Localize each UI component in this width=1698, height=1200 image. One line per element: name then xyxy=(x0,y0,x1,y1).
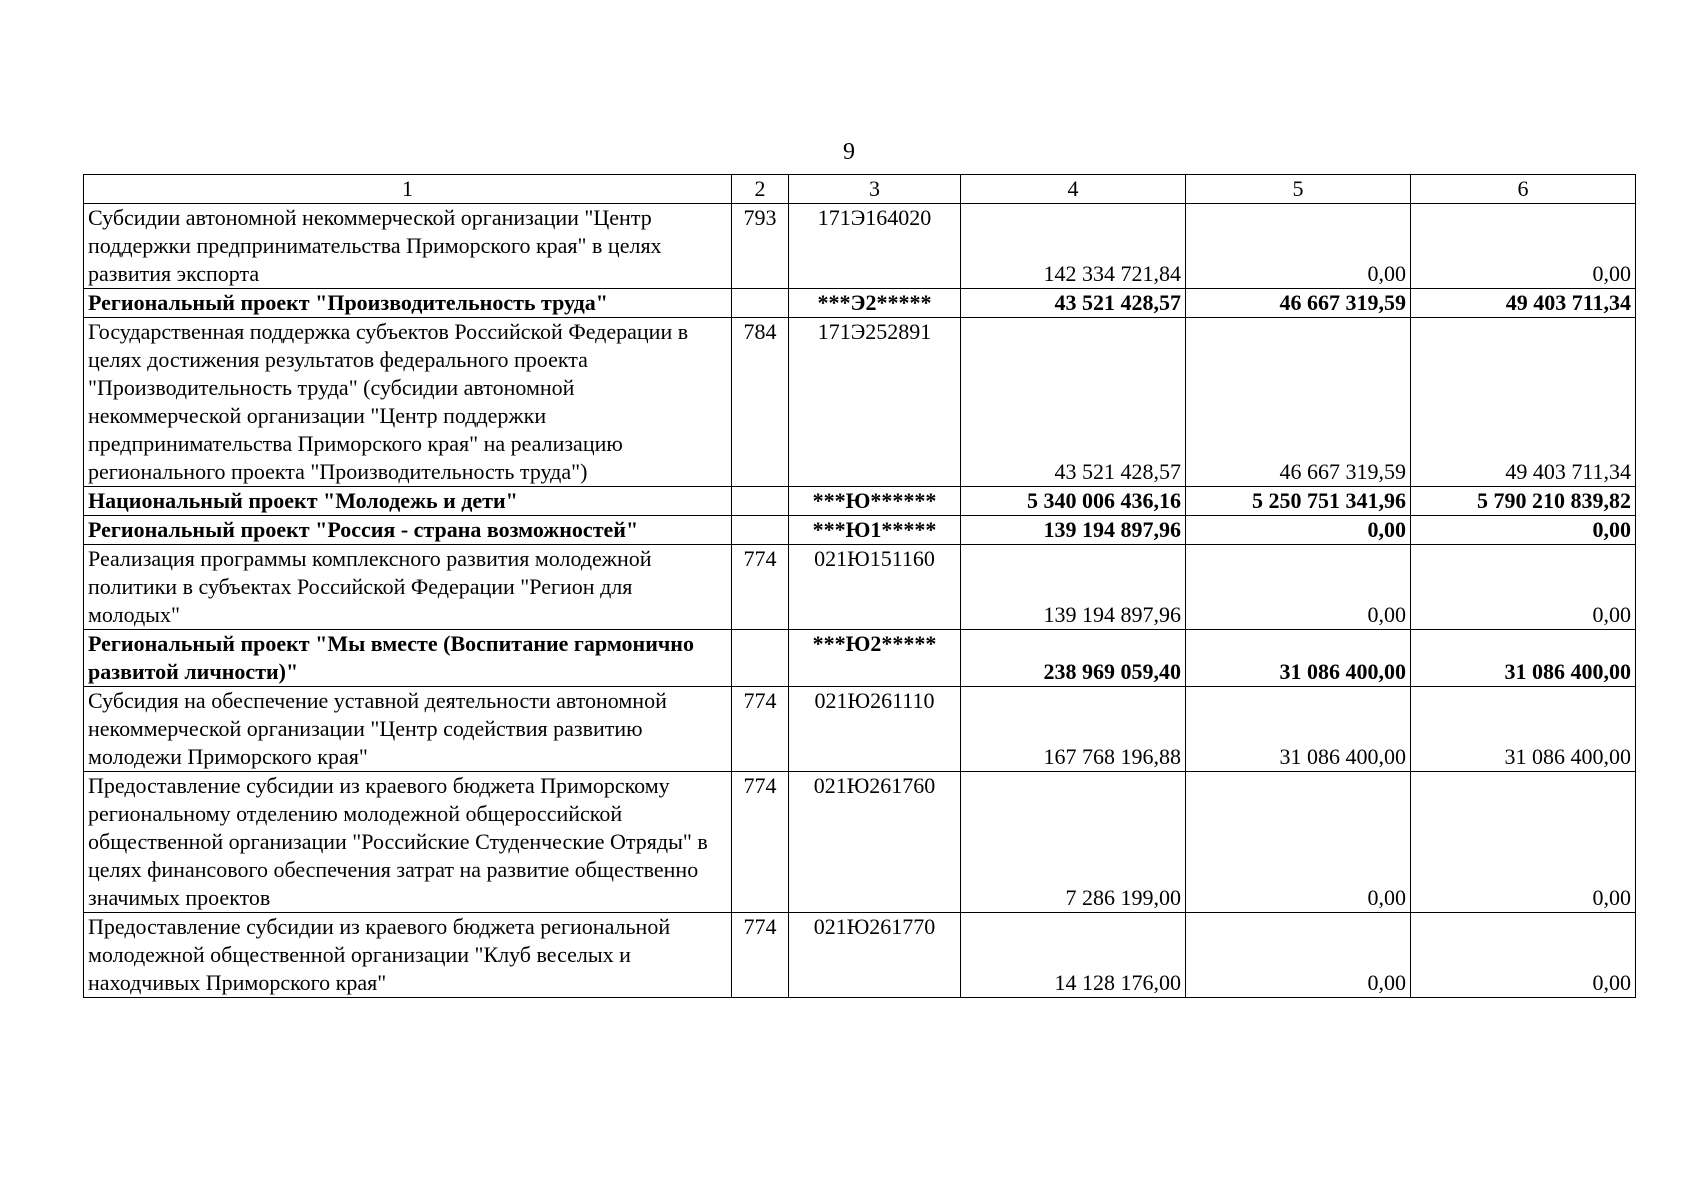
section-row xyxy=(84,630,1636,687)
row-target-code-cell: 021Ю151160 xyxy=(789,545,961,630)
row-admin-code-cell: 774 xyxy=(732,913,789,998)
table-row xyxy=(84,545,1636,630)
row-admin-code-cell xyxy=(732,516,789,545)
row-name-cell: Национальный проект "Молодежь и дети" xyxy=(84,487,732,516)
row-admin-code-cell: 774 xyxy=(732,545,789,630)
column-header-4: 4 xyxy=(961,175,1186,204)
row-value-col6-cell: 0,00 xyxy=(1411,545,1636,630)
row-value-col6-cell: 31 086 400,00 xyxy=(1411,687,1636,772)
row-value-col6-cell: 0,00 xyxy=(1411,772,1636,913)
row-value-col4-cell: 139 194 897,96 xyxy=(961,545,1186,630)
row-value-col4-cell: 238 969 059,40 xyxy=(961,630,1186,687)
column-header-3: 3 xyxy=(789,175,961,204)
page-number: 9 xyxy=(843,139,855,165)
row-value-col5-cell: 0,00 xyxy=(1186,772,1411,913)
row-name-cell: Региональный проект "Производительность труда" xyxy=(84,289,732,318)
table-row xyxy=(84,913,1636,998)
budget-table xyxy=(83,174,1636,998)
table-row xyxy=(84,772,1636,913)
row-admin-code-cell: 774 xyxy=(732,687,789,772)
section-row xyxy=(84,487,1636,516)
row-value-col6-cell: 31 086 400,00 xyxy=(1411,630,1636,687)
row-value-col5-cell: 5 250 751 341,96 xyxy=(1186,487,1411,516)
row-value-col5-cell: 46 667 319,59 xyxy=(1186,289,1411,318)
row-admin-code-cell xyxy=(732,630,789,687)
row-target-code-cell: ***Ю****** xyxy=(789,487,961,516)
row-target-code-cell: ***Ю2***** xyxy=(789,630,961,687)
row-value-col5-cell: 0,00 xyxy=(1186,913,1411,998)
table-row xyxy=(84,204,1636,289)
row-target-code-cell: ***Ю1***** xyxy=(789,516,961,545)
row-name-cell: Предоставление субсидии из краевого бюджета Приморскому региональному отделению молодежной общероссийской общественной организации "Российские Студенческие Отряды" в целях финансового обеспечения затрат на развитие общественно значимых проектов xyxy=(84,772,732,913)
row-value-col5-cell: 0,00 xyxy=(1186,204,1411,289)
row-value-col4-cell: 7 286 199,00 xyxy=(961,772,1186,913)
row-value-col6-cell: 0,00 xyxy=(1411,516,1636,545)
section-row xyxy=(84,289,1636,318)
row-value-col4-cell: 5 340 006 436,16 xyxy=(961,487,1186,516)
header-row xyxy=(84,175,1636,204)
row-value-col6-cell: 0,00 xyxy=(1411,913,1636,998)
row-value-col6-cell: 0,00 xyxy=(1411,204,1636,289)
row-admin-code-cell xyxy=(732,487,789,516)
row-value-col6-cell: 5 790 210 839,82 xyxy=(1411,487,1636,516)
row-value-col6-cell: 49 403 711,34 xyxy=(1411,289,1636,318)
row-name-cell: Предоставление субсидии из краевого бюджета региональной молодежной общественной организации "Клуб веселых и находчивых Приморского края" xyxy=(84,913,732,998)
row-value-col4-cell: 14 128 176,00 xyxy=(961,913,1186,998)
column-header-5: 5 xyxy=(1186,175,1411,204)
row-value-col5-cell: 31 086 400,00 xyxy=(1186,630,1411,687)
row-admin-code-cell: 784 xyxy=(732,318,789,487)
row-value-col6-cell: 49 403 711,34 xyxy=(1411,318,1636,487)
row-target-code-cell: 021Ю261760 xyxy=(789,772,961,913)
row-value-col4-cell: 139 194 897,96 xyxy=(961,516,1186,545)
row-name-cell: Субсидия на обеспечение уставной деятельности автономной некоммерческой организации "Центр содействия развитию молодежи Приморского края" xyxy=(84,687,732,772)
row-name-cell: Реализация программы комплексного развития молодежной политики в субъектах Российской Федерации "Регион для молодых" xyxy=(84,545,732,630)
column-header-6: 6 xyxy=(1411,175,1636,204)
row-value-col5-cell: 0,00 xyxy=(1186,516,1411,545)
row-value-col4-cell: 43 521 428,57 xyxy=(961,289,1186,318)
column-header-1: 1 xyxy=(84,175,732,204)
row-name-cell: Государственная поддержка субъектов Российской Федерации в целях достижения результатов федерального проекта "Производительность труда" (субсидии автономной некоммерческой организации "Центр поддержки предпринимательства Приморского края" на реализацию регионального проекта "Производительность труда") xyxy=(84,318,732,487)
row-target-code-cell: 021Ю261770 xyxy=(789,913,961,998)
row-target-code-cell: 171Э164020 xyxy=(789,204,961,289)
row-name-cell: Субсидии автономной некоммерческой организации "Центр поддержки предпринимательства Приморского края" в целях развития экспорта xyxy=(84,204,732,289)
row-value-col5-cell: 31 086 400,00 xyxy=(1186,687,1411,772)
table-row xyxy=(84,687,1636,772)
row-target-code-cell: 171Э252891 xyxy=(789,318,961,487)
section-row xyxy=(84,516,1636,545)
row-admin-code-cell: 793 xyxy=(732,204,789,289)
row-name-cell: Региональный проект "Россия - страна возможностей" xyxy=(84,516,732,545)
row-admin-code-cell: 774 xyxy=(732,772,789,913)
row-value-col4-cell: 43 521 428,57 xyxy=(961,318,1186,487)
column-header-2: 2 xyxy=(732,175,789,204)
row-admin-code-cell xyxy=(732,289,789,318)
row-target-code-cell: 021Ю261110 xyxy=(789,687,961,772)
row-value-col4-cell: 142 334 721,84 xyxy=(961,204,1186,289)
row-value-col5-cell: 46 667 319,59 xyxy=(1186,318,1411,487)
row-name-cell: Региональный проект "Мы вместе (Воспитание гармонично развитой личности)" xyxy=(84,630,732,687)
table-row xyxy=(84,318,1636,487)
row-target-code-cell: ***Э2***** xyxy=(789,289,961,318)
row-value-col4-cell: 167 768 196,88 xyxy=(961,687,1186,772)
row-value-col5-cell: 0,00 xyxy=(1186,545,1411,630)
